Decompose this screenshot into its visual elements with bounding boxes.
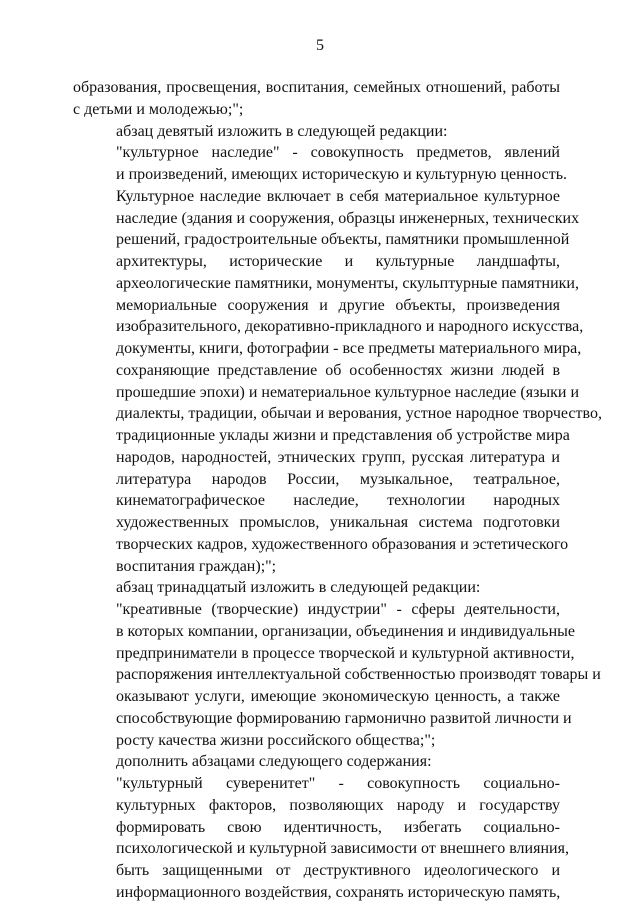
text-line: традиционные уклады жизни и представления об устройстве мира	[116, 427, 570, 444]
text-line: абзац девятый изложить в следующей редакции:	[116, 122, 448, 140]
text-line: наследие (здания и сооружения, образцы инженерных, технических	[116, 209, 580, 227]
text-line: документы, книги, фотографии - все предметы материального мира,	[116, 340, 582, 357]
text-line: литература народов России, музыкальное, театральное,	[116, 470, 560, 488]
text-line: "культурное наследие" - совокупность предметов, явлений	[116, 144, 560, 162]
paragraph	[73, 751, 560, 773]
text-line: "креативные (творческие) индустрии" - сферы деятельности,	[116, 601, 560, 618]
page-number: 5	[316, 37, 324, 54]
text-line: дополнить абзацами следующего содержания:	[116, 753, 432, 771]
text-line: "культурный суверенитет" - совокупность социально-	[116, 775, 560, 792]
text-line: художественных промыслов, уникальная система подготовки	[116, 514, 560, 531]
text-line: мемориальные сооружения и другие объекты, произведения	[116, 296, 560, 314]
text-line: образования, просвещения, воспитания, семейных отношений, работы	[73, 79, 560, 96]
text-line: распоряжения интеллектуальной собственностью производят товары и	[116, 666, 601, 684]
paragraph	[73, 121, 560, 143]
text-line: оказывают услуги, имеющие экономическую ценность, а также	[116, 688, 560, 705]
text-line: информационного воздействия, сохранять историческую память,	[116, 883, 561, 901]
text-line: и произведений, имеющих историческую и культурную ценность.	[116, 166, 568, 183]
text-line: кинематографическое наследие, технологии народных	[116, 492, 560, 510]
text-line: предприниматели в процессе творческой и культурной активности,	[116, 644, 575, 662]
text-line: прошедшие эпохи) и нематериальное культурное наследие (языки и	[116, 383, 580, 401]
paragraph	[73, 142, 602, 577]
text-line: изобразительного, декоративно-прикладного и народного искусства,	[116, 318, 584, 336]
text-line: народов, народностей, этнических групп, русская литература и	[116, 448, 560, 466]
text-line: архитектуры, исторические и культурные ландшафты,	[116, 253, 560, 270]
text-line: абзац тринадцатый изложить в следующей редакции:	[116, 579, 481, 597]
paragraph	[73, 773, 569, 904]
text-line: археологические памятники, монументы, скульптурные памятники,	[116, 274, 579, 292]
text-line: формировать свою идентичность, избегать социально-	[116, 818, 560, 836]
document-body	[73, 77, 602, 904]
text-line: в которых компании, организации, объединения и индивидуальные	[116, 622, 575, 640]
text-line: творческих кадров, художественного образования и эстетического	[116, 535, 569, 553]
text-line: решений, градостроительные объекты, памятники промышленной	[116, 231, 570, 249]
text-line: способствующие формированию гармонично развитой личности и	[116, 709, 572, 727]
text-line: сохраняющие представление об особенностях жизни людей в	[116, 361, 560, 379]
paragraph	[73, 577, 560, 599]
text-line: росту качества жизни российского общества;";	[116, 731, 436, 749]
paragraph	[73, 599, 601, 751]
paragraph	[73, 77, 560, 121]
text-line: диалекты, традиции, обычаи и верования, устное народное творчество,	[116, 405, 602, 423]
text-line: Культурное наследие включает в себя материальное культурное	[116, 187, 560, 205]
text-line: с детьми и молодежью;";	[73, 100, 244, 118]
text-line: психологической и культурной зависимости от внешнего влияния,	[116, 840, 569, 858]
text-line: культурных факторов, позволяющих народу и государству	[116, 796, 560, 814]
text-line: быть защищенными от деструктивного идеологического и	[116, 862, 560, 879]
text-line: воспитания граждан);";	[116, 557, 277, 575]
